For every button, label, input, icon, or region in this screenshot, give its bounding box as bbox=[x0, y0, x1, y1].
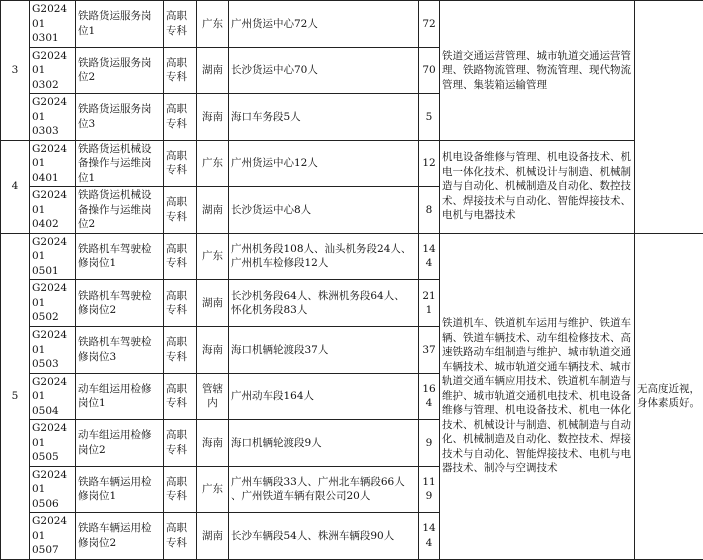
work-unit-cell: 海口车务段5人 bbox=[229, 94, 419, 141]
post-code-cell: G202401 0402 bbox=[30, 187, 76, 234]
post-code-cell: G202401 0503 bbox=[30, 327, 76, 374]
post-code-cell: G202401 0506 bbox=[30, 466, 76, 513]
post-name-cell: 铁路车辆运用检 修岗位1 bbox=[76, 466, 164, 513]
headcount-cell: 37 bbox=[419, 327, 440, 374]
work-unit-cell: 广州货运中心12人 bbox=[229, 140, 419, 187]
post-name-cell: 铁路机车驾驶检 修岗位1 bbox=[76, 233, 164, 280]
post-name-cell: 铁路货运服务岗 位2 bbox=[76, 47, 164, 94]
education-cell: 高职 专科 bbox=[164, 513, 197, 560]
province-cell: 湖南 bbox=[197, 187, 229, 234]
post-code-cell: G202401 0507 bbox=[30, 513, 76, 560]
work-unit-cell: 广州机务段108人、汕头机务段24人、 广州机车检修段12人 bbox=[229, 233, 419, 280]
headcount-cell: 211 bbox=[419, 280, 440, 327]
education-cell: 高职 专科 bbox=[164, 47, 197, 94]
headcount-cell: 70 bbox=[419, 47, 440, 94]
province-cell: 湖南 bbox=[197, 47, 229, 94]
education-cell: 高职 专科 bbox=[164, 233, 197, 280]
remark-cell: 无高度近视，身体素质好。 bbox=[635, 233, 703, 559]
majors-cell: 机电设备维修与管理、机电设备技术、机电一体化技术、机械设计与制造、机械制造与自动化、机械制造及自动化、数控技术、焊接技术与自动化、智能焊接技术、电机与电器技术 bbox=[440, 140, 635, 233]
work-unit-cell: 长沙车辆段54人、株洲车辆段90人 bbox=[229, 513, 419, 560]
post-code-cell: G202401 0301 bbox=[30, 1, 76, 48]
headcount-cell: 119 bbox=[419, 466, 440, 513]
post-code-cell: G202401 0302 bbox=[30, 47, 76, 94]
table-row bbox=[1, 1, 703, 48]
province-cell: 管辖内 bbox=[197, 373, 229, 420]
group-number-cell: 3 bbox=[1, 1, 30, 141]
education-cell: 高职 专科 bbox=[164, 187, 197, 234]
education-cell: 高职 专科 bbox=[164, 327, 197, 374]
majors-cell: 铁道机车、铁道机车运用与维护、铁道车辆、铁道车辆技术、动车组检修技术、高速铁路动车组制造与维护、城市轨道交通车辆技术、城市轨道交通车辆技术、城市轨道交通车辆应用技术、铁道机车制造与维护、城市轨道交通机电技术、机电设备维修与管理、机电设备技术、机电一体化技术、机械设计与制造、机械制造与自动化、机械制造及自动化、数控技术、焊接技术与自动化、智能焊接技术、电机与电器技术、制冷与空调技术 bbox=[440, 233, 635, 559]
table-row bbox=[1, 233, 703, 280]
province-cell: 广东 bbox=[197, 1, 229, 48]
post-code-cell: G202401 0502 bbox=[30, 280, 76, 327]
province-cell: 广东 bbox=[197, 466, 229, 513]
post-name-cell: 铁路货运服务岗 位1 bbox=[76, 1, 164, 48]
headcount-cell: 144 bbox=[419, 233, 440, 280]
education-cell: 高职 专科 bbox=[164, 420, 197, 467]
province-cell: 广东 bbox=[197, 233, 229, 280]
province-cell: 湖南 bbox=[197, 513, 229, 560]
group-number-cell: 5 bbox=[1, 233, 30, 559]
headcount-cell: 5 bbox=[419, 94, 440, 141]
post-name-cell: 铁路货运机械设 备操作与运维岗 位1 bbox=[76, 140, 164, 187]
headcount-cell: 8 bbox=[419, 187, 440, 234]
work-unit-cell: 长沙货运中心8人 bbox=[229, 187, 419, 234]
table-row bbox=[1, 140, 703, 187]
province-cell: 湖南 bbox=[197, 280, 229, 327]
education-cell: 高职 专科 bbox=[164, 373, 197, 420]
education-cell: 高职 专科 bbox=[164, 280, 197, 327]
headcount-cell: 164 bbox=[419, 373, 440, 420]
post-code-cell: G202401 0303 bbox=[30, 94, 76, 141]
headcount-cell: 72 bbox=[419, 1, 440, 48]
province-cell: 海南 bbox=[197, 327, 229, 374]
post-name-cell: 铁路货运服务岗 位3 bbox=[76, 94, 164, 141]
education-cell: 高职 专科 bbox=[164, 466, 197, 513]
remark-cell bbox=[635, 1, 703, 234]
post-name-cell: 铁路货运机械设 备操作与运维岗 位2 bbox=[76, 187, 164, 234]
post-name-cell: 铁路车辆运用检 修岗位2 bbox=[76, 513, 164, 560]
work-unit-cell: 长沙机务段64人、株洲机务段64人、 怀化机务段83人 bbox=[229, 280, 419, 327]
headcount-cell: 144 bbox=[419, 513, 440, 560]
education-cell: 高职 专科 bbox=[164, 140, 197, 187]
post-name-cell: 动车组运用检修 岗位2 bbox=[76, 420, 164, 467]
majors-cell: 铁道交通运营管理、城市轨道交通运营管理、铁路物流管理、物流管理、现代物流管理、集装箱运输管理 bbox=[440, 1, 635, 141]
post-code-cell: G202401 0401 bbox=[30, 140, 76, 187]
province-cell: 海南 bbox=[197, 420, 229, 467]
work-unit-cell: 广州货运中心72人 bbox=[229, 1, 419, 48]
post-name-cell: 铁路机车驾驶检 修岗位3 bbox=[76, 327, 164, 374]
post-code-cell: G202401 0505 bbox=[30, 420, 76, 467]
post-code-cell: G202401 0504 bbox=[30, 373, 76, 420]
province-cell: 海南 bbox=[197, 94, 229, 141]
headcount-cell: 9 bbox=[419, 420, 440, 467]
post-name-cell: 铁路机车驾驶检 修岗位2 bbox=[76, 280, 164, 327]
education-cell: 高职 专科 bbox=[164, 1, 197, 48]
province-cell: 广东 bbox=[197, 140, 229, 187]
education-cell: 高职 专科 bbox=[164, 94, 197, 141]
work-unit-cell: 长沙货运中心70人 bbox=[229, 47, 419, 94]
work-unit-cell: 海口机辆轮渡段9人 bbox=[229, 420, 419, 467]
post-name-cell: 动车组运用检修 岗位1 bbox=[76, 373, 164, 420]
work-unit-cell: 海口机辆轮渡段37人 bbox=[229, 327, 419, 374]
headcount-cell: 12 bbox=[419, 140, 440, 187]
work-unit-cell: 广州动车段164人 bbox=[229, 373, 419, 420]
post-code-cell: G202401 0501 bbox=[30, 233, 76, 280]
group-number-cell: 4 bbox=[1, 140, 30, 233]
work-unit-cell: 广州车辆段33人、广州北车辆段66人 、广州铁道车辆有限公司20人 bbox=[229, 466, 419, 513]
